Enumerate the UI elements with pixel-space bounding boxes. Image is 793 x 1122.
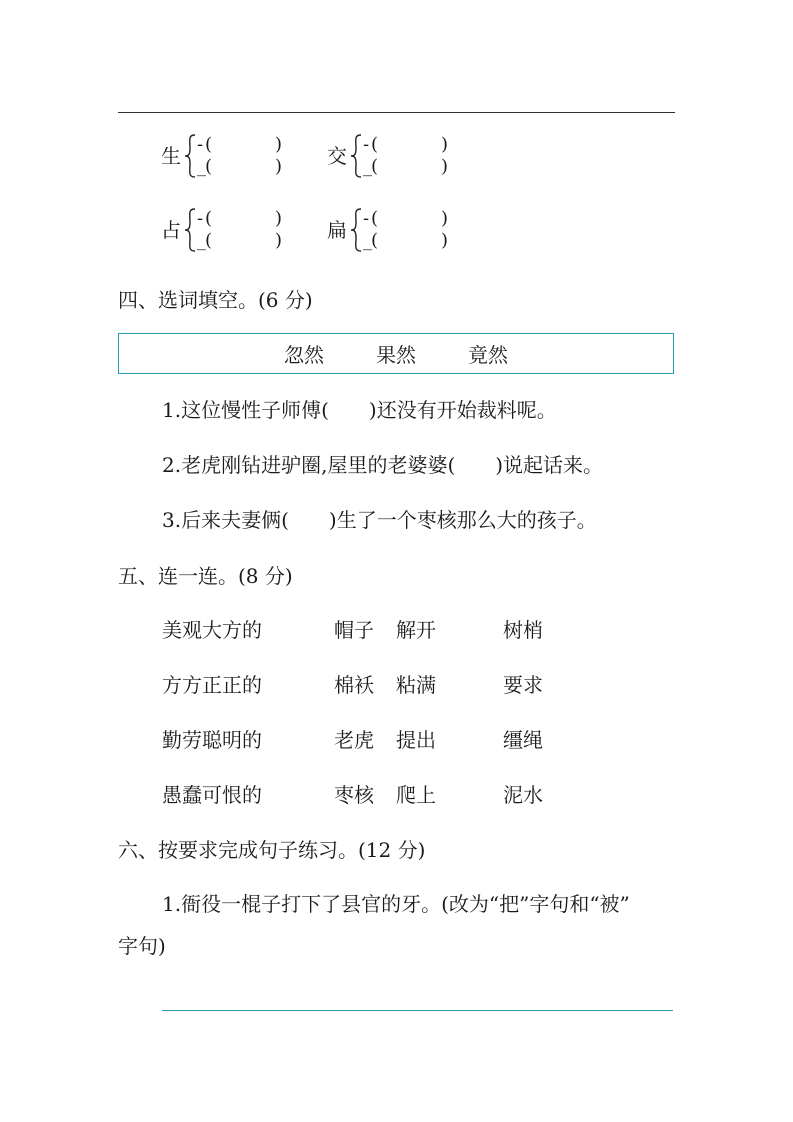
section-4-title: 四、选词填空。(6 分): [118, 288, 313, 312]
pinyin-row-1: - ( ): [363, 208, 449, 229]
match-item: 要求: [503, 673, 543, 697]
word-option: 竟然: [468, 343, 508, 367]
answer-line[interactable]: [162, 1010, 673, 1011]
match-item: 爬上: [396, 783, 436, 807]
word-option: 忽然: [284, 343, 324, 367]
match-item: 勤劳聪明的: [162, 728, 262, 752]
polyphone-group-3: [161, 208, 301, 254]
top-divider: [118, 112, 675, 113]
pinyin-row-2: _( ): [197, 230, 283, 251]
polyphone-char: 生: [161, 144, 181, 168]
polyphone-char: 占: [161, 218, 181, 242]
pinyin-row-1: - ( ): [197, 134, 283, 155]
match-item: 老虎: [334, 728, 374, 752]
brace-icon: [183, 208, 197, 252]
pinyin-row-1: - ( ): [363, 134, 449, 155]
match-item: 方方正正的: [162, 673, 262, 697]
sentence-question-1-line-1: 1.衙役一棍子打下了县官的牙。(改为“把”字句和“被”: [162, 892, 630, 916]
match-item: 帽子: [334, 618, 374, 642]
match-item: 粘满: [396, 673, 436, 697]
pinyin-row-2: _( ): [363, 156, 449, 177]
polyphone-group-1: [161, 134, 301, 180]
pinyin-row-2: _( ): [363, 230, 449, 251]
section-6-title: 六、按要求完成句子练习。(12 分): [118, 838, 426, 862]
match-item: 树梢: [503, 618, 543, 642]
polyphone-group-2: [327, 134, 467, 180]
match-item: 愚蠢可恨的: [162, 783, 262, 807]
fill-question-2: 2.老虎刚钻进驴圈,屋里的老婆婆( )说起话来。: [162, 453, 604, 477]
match-item: 缰绳: [503, 728, 543, 752]
polyphone-char: 交: [327, 144, 347, 168]
match-item: 美观大方的: [162, 618, 262, 642]
match-item: 棉袄: [334, 673, 374, 697]
match-item: 提出: [396, 728, 436, 752]
match-item: 泥水: [503, 783, 543, 807]
brace-icon: [183, 134, 197, 178]
section-5-title: 五、连一连。(8 分): [118, 564, 293, 588]
pinyin-row-2: _( ): [197, 156, 283, 177]
sentence-question-1-line-2: 字句): [118, 934, 166, 958]
polyphone-char: 扁: [327, 218, 347, 242]
fill-question-3: 3.后来夫妻俩( )生了一个枣核那么大的孩子。: [162, 508, 597, 532]
word-choice-box: [118, 333, 674, 374]
fill-question-1: 1.这位慢性子师傅( )还没有开始裁料呢。: [162, 398, 557, 422]
match-item: 解开: [396, 618, 436, 642]
match-item: 枣核: [334, 783, 374, 807]
brace-icon: [349, 134, 363, 178]
polyphone-group-4: [327, 208, 467, 254]
word-option: 果然: [376, 343, 416, 367]
brace-icon: [349, 208, 363, 252]
pinyin-row-1: - ( ): [197, 208, 283, 229]
